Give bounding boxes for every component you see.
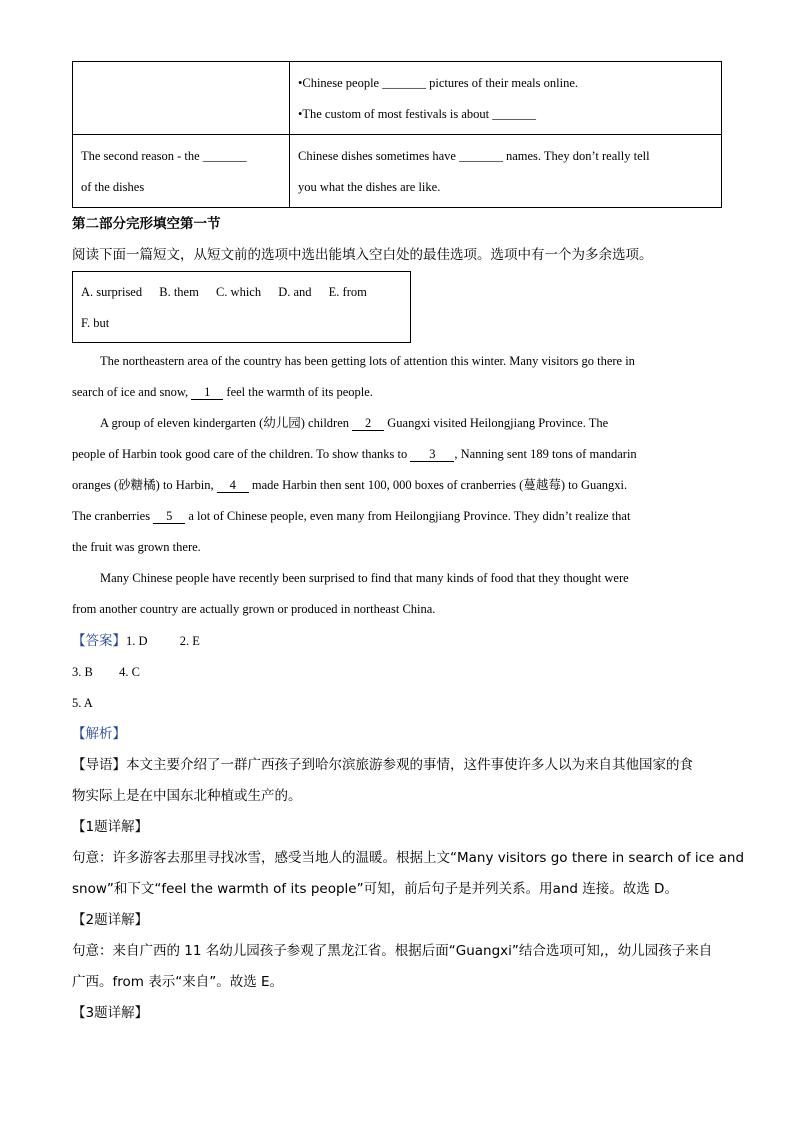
analysis-label: 【解析】: [72, 726, 126, 742]
options-row: [81, 277, 402, 308]
table-text: The second reason - the _______: [81, 149, 247, 163]
table-text: •The custom of most festivals is about _______: [298, 107, 537, 121]
section-title: 第二部分完形填空第一节: [72, 216, 221, 232]
options-row: [81, 308, 402, 339]
passage-line: The northeastern area of the country has been getting lots of attention this winter. Many visitors go there in: [100, 354, 635, 368]
table-row: [73, 62, 722, 135]
table-cell: [290, 135, 722, 208]
q1-label: 【1题详解】: [72, 819, 149, 835]
q1-line: snow”和下文“feel the warmth of its people”可知，前后句子是并列关系。用and 连接。故选 D。: [72, 881, 678, 897]
blank-4: 4: [217, 478, 249, 493]
table-text: •Chinese people _______ pictures of their meals online.: [298, 76, 579, 90]
answer-3: 3. B: [72, 665, 93, 679]
passage-line: [72, 501, 722, 532]
table-cell-empty: [73, 62, 290, 135]
option-e: E. from: [328, 285, 367, 299]
table-row: [73, 135, 722, 208]
option-f: F. but: [81, 316, 110, 330]
answer-4: 4. C: [119, 665, 140, 679]
option-b: B. them: [159, 285, 199, 299]
passage-line: from another country are actually grown or produced in northeast China.: [72, 602, 436, 616]
guide-label: 【导语】: [72, 757, 126, 773]
guide-line: [72, 750, 722, 781]
blank-3: 3: [410, 447, 454, 462]
q2-line: 句意：来自广西的 11 名幼儿园孩子参观了黑龙江省。根据后面“Guangxi”结合选项可知,，幼儿园孩子来自: [72, 943, 713, 959]
passage-line: the fruit was grown there.: [72, 540, 201, 554]
answer-2: 2. E: [179, 634, 200, 648]
answer-line: [72, 688, 722, 719]
table-cell: [73, 135, 290, 208]
q2-label: 【2题详解】: [72, 912, 149, 928]
passage-line: [72, 439, 722, 470]
table-text: you what the dishes are like.: [298, 180, 441, 194]
options-box: [72, 271, 411, 343]
answer-label: 【答案】: [72, 633, 126, 649]
passage-text: oranges (砂糖橘) to Harbin,: [72, 478, 214, 492]
passage-line: Many Chinese people have recently been surprised to find that many kinds of food that they thought were: [100, 571, 629, 585]
passage-text: made Harbin then sent 100, 000 boxes of cranberries (蔓越莓) to Guangxi.: [251, 478, 628, 492]
answer-section: [72, 626, 745, 1029]
passage: [72, 346, 722, 625]
blank-2: 2: [352, 416, 384, 431]
passage-line: [72, 408, 722, 439]
passage-text: a lot of Chinese people, even many from Heilongjiang Province. They didn’t realize that: [188, 509, 631, 523]
passage-text: search of ice and snow,: [72, 385, 189, 399]
passage-text: , Nanning sent 189 tons of mandarin: [454, 447, 637, 461]
passage-line: [72, 470, 722, 501]
option-a: A. surprised: [81, 285, 143, 299]
outline-table: [72, 61, 722, 208]
q3-label: 【3题详解】: [72, 1005, 149, 1021]
passage-text: The cranberries: [72, 509, 151, 523]
answer-1: 1. D: [126, 634, 148, 648]
passage-line: [72, 377, 722, 408]
option-c: C. which: [215, 285, 262, 299]
passage-text: Guangxi visited Heilongjiang Province. The: [387, 416, 609, 430]
table-cell: [290, 62, 722, 135]
passage-text: A group of eleven kindergarten (幼儿园) children: [100, 416, 349, 430]
option-d: D. and: [278, 285, 312, 299]
answer-5: 5. A: [72, 696, 93, 710]
answer-line: [72, 626, 722, 657]
passage-text: feel the warmth of its people.: [226, 385, 373, 399]
answer-line: [72, 657, 722, 688]
instruction: 阅读下面一篇短文，从短文前的选项中选出能填入空白处的最佳选项。选项中有一个为多余选项。: [72, 247, 653, 263]
q1-line: 句意：许多游客去那里寻找冰雪，感受当地人的温暖。根据上文“Many visitors go there in search of ice and: [72, 850, 745, 866]
q2-line: 广西。from 表示“来自”。故选 E。: [72, 974, 284, 990]
table-text: of the dishes: [81, 180, 145, 194]
blank-1: 1: [191, 385, 223, 400]
blank-5: 5: [153, 509, 185, 524]
table-text: Chinese dishes sometimes have _______ names. They don’t really tell: [298, 149, 650, 163]
passage-text: people of Harbin took good care of the children. To show thanks to: [72, 447, 408, 461]
guide-line: 物实际上是在中国东北种植或生产的。: [72, 788, 302, 804]
guide-text: 本文主要介绍了一群广西孩子到哈尔滨旅游参观的事情，这件事使许多人以为来自其他国家的食: [126, 757, 693, 773]
